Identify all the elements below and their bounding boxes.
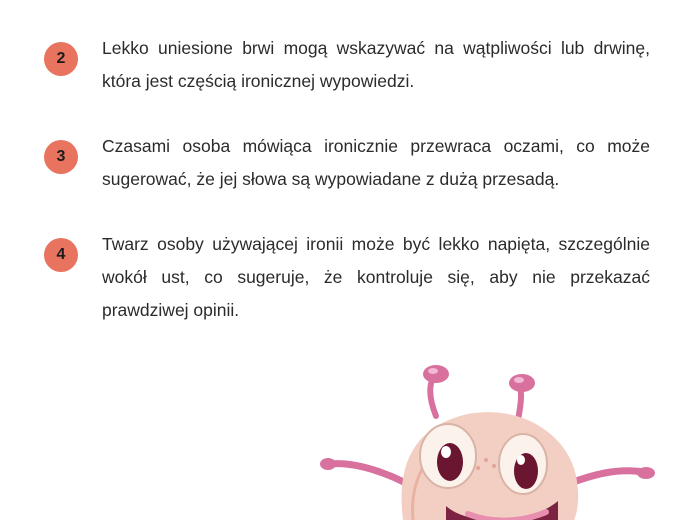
pink-creature-mascot-icon (318, 356, 700, 520)
number-badge: 3 (44, 140, 78, 174)
list-item-text: Czasami osoba mówiąca ironicznie przewraca oczami, co może sugerować, że jej słowa są wypowiadane z dużą przesadą. (102, 136, 650, 189)
number-badge: 2 (44, 42, 78, 76)
number-badge: 4 (44, 238, 78, 272)
list-item-text: Twarz osoby używającej ironii może być lekko napięta, szczególnie wokół ust, co sugeruje, że kontroluje się, aby nie przekazać prawdziwej opinii. (102, 234, 650, 320)
list-item-text: Lekko uniesione brwi mogą wskazywać na wątpliwości lub drwinę, która jest częścią ironicznej wypowiedzi. (102, 38, 650, 91)
